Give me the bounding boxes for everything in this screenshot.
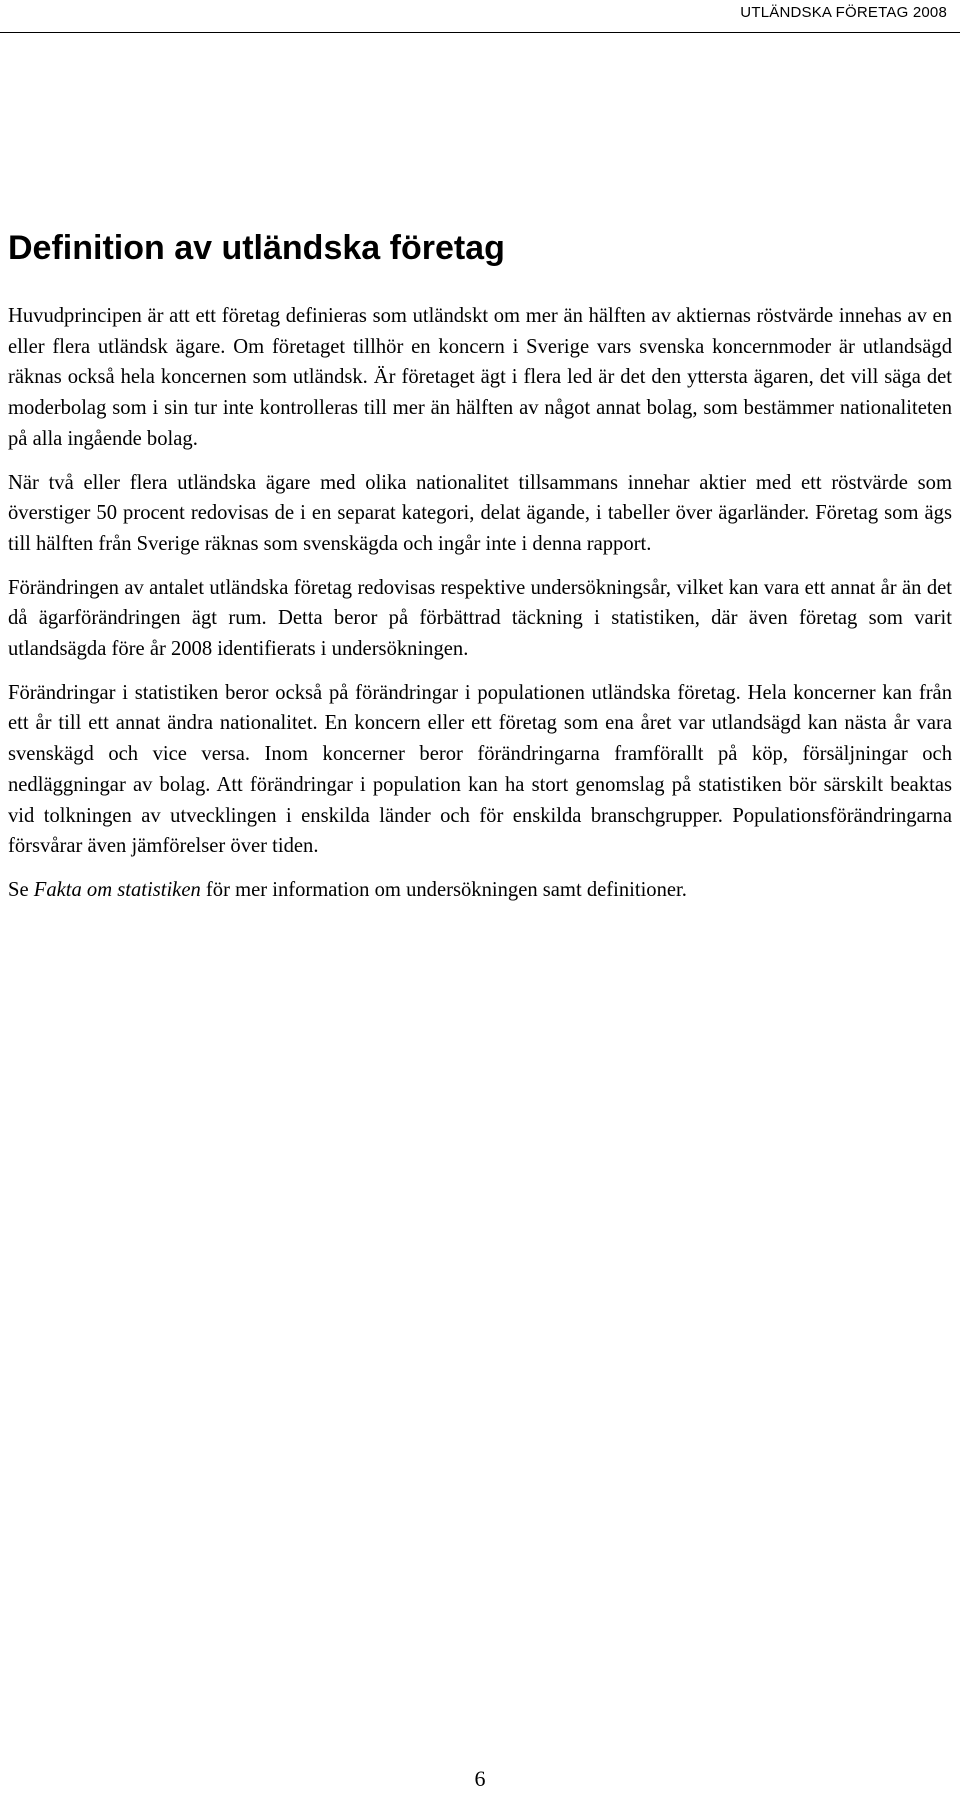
closing-reference: Fakta om statistiken <box>33 878 201 901</box>
paragraph-4: Förändringar i statistiken beror också på förändringar i populationen utländska företag. Hela koncerner kan från ett år till ett annat ändra nationalitet. En koncern eller ett företag som ena året var utlandsägd kan nästa år vara svenskägd och vice versa. Inom koncerner beror förändringarna framförallt på köp, försäljningar och nedläggningar av bolag. Att förändringar i population kan ha stort genomslag på statistiken bör särskilt beaktas vid tolkningen av utvecklingen i enskilda länder och för enskilda branschgrupper. Populationsförändringarna försvårar även jämförelser över tiden. <box>8 681 952 858</box>
running-header: UTLÄNDSKA FÖRETAG 2008 <box>740 4 947 21</box>
paragraph-1: Huvudprincipen är att ett företag definieras som utländskt om mer än hälften av aktiernas röstvärde innehas av en eller flera utländsk ägare. Om företaget tillhör en koncern i Sverige vars svenska koncernmoder är utlandsägd räknas också hela koncernen som utländsk. Är företaget ägt i flera led är det den yttersta ägaren, det vill säga det moderbolag som i sin tur inte kontrolleras till mer än hälften av något annat bolag, som bestämmer nationaliteten på alla ingående bolag. <box>8 305 952 450</box>
paragraph-2: När två eller flera utländska ägare med olika nationalitet tillsammans innehar aktier med ett röstvärde som överstiger 50 procent redovisas de i en separat kategori, delat ägande, i tabeller över ägarländer. Företag som ägs till hälften från Sverige räknas som svenskägda och ingår inte i denna rapport. <box>8 471 952 555</box>
page-title: Definition av utländska företag <box>8 229 505 267</box>
paragraph-5 <box>8 875 952 906</box>
header-rule <box>0 32 960 33</box>
paragraph-3: Förändringen av antalet utländska företag redovisas respektive undersökningsår, vilket kan vara ett annat år än det då ägarförändringen ägt rum. Detta beror på förbättrad täckning i statistiken, där även företag som varit utlandsägda före år 2008 identifierats i undersökningen. <box>8 576 952 661</box>
page-number: 6 <box>474 1766 486 1791</box>
body-text <box>8 301 952 919</box>
closing-prefix: Se <box>8 878 34 901</box>
closing-suffix: för mer information om undersökningen samt definitioner. <box>200 878 687 901</box>
